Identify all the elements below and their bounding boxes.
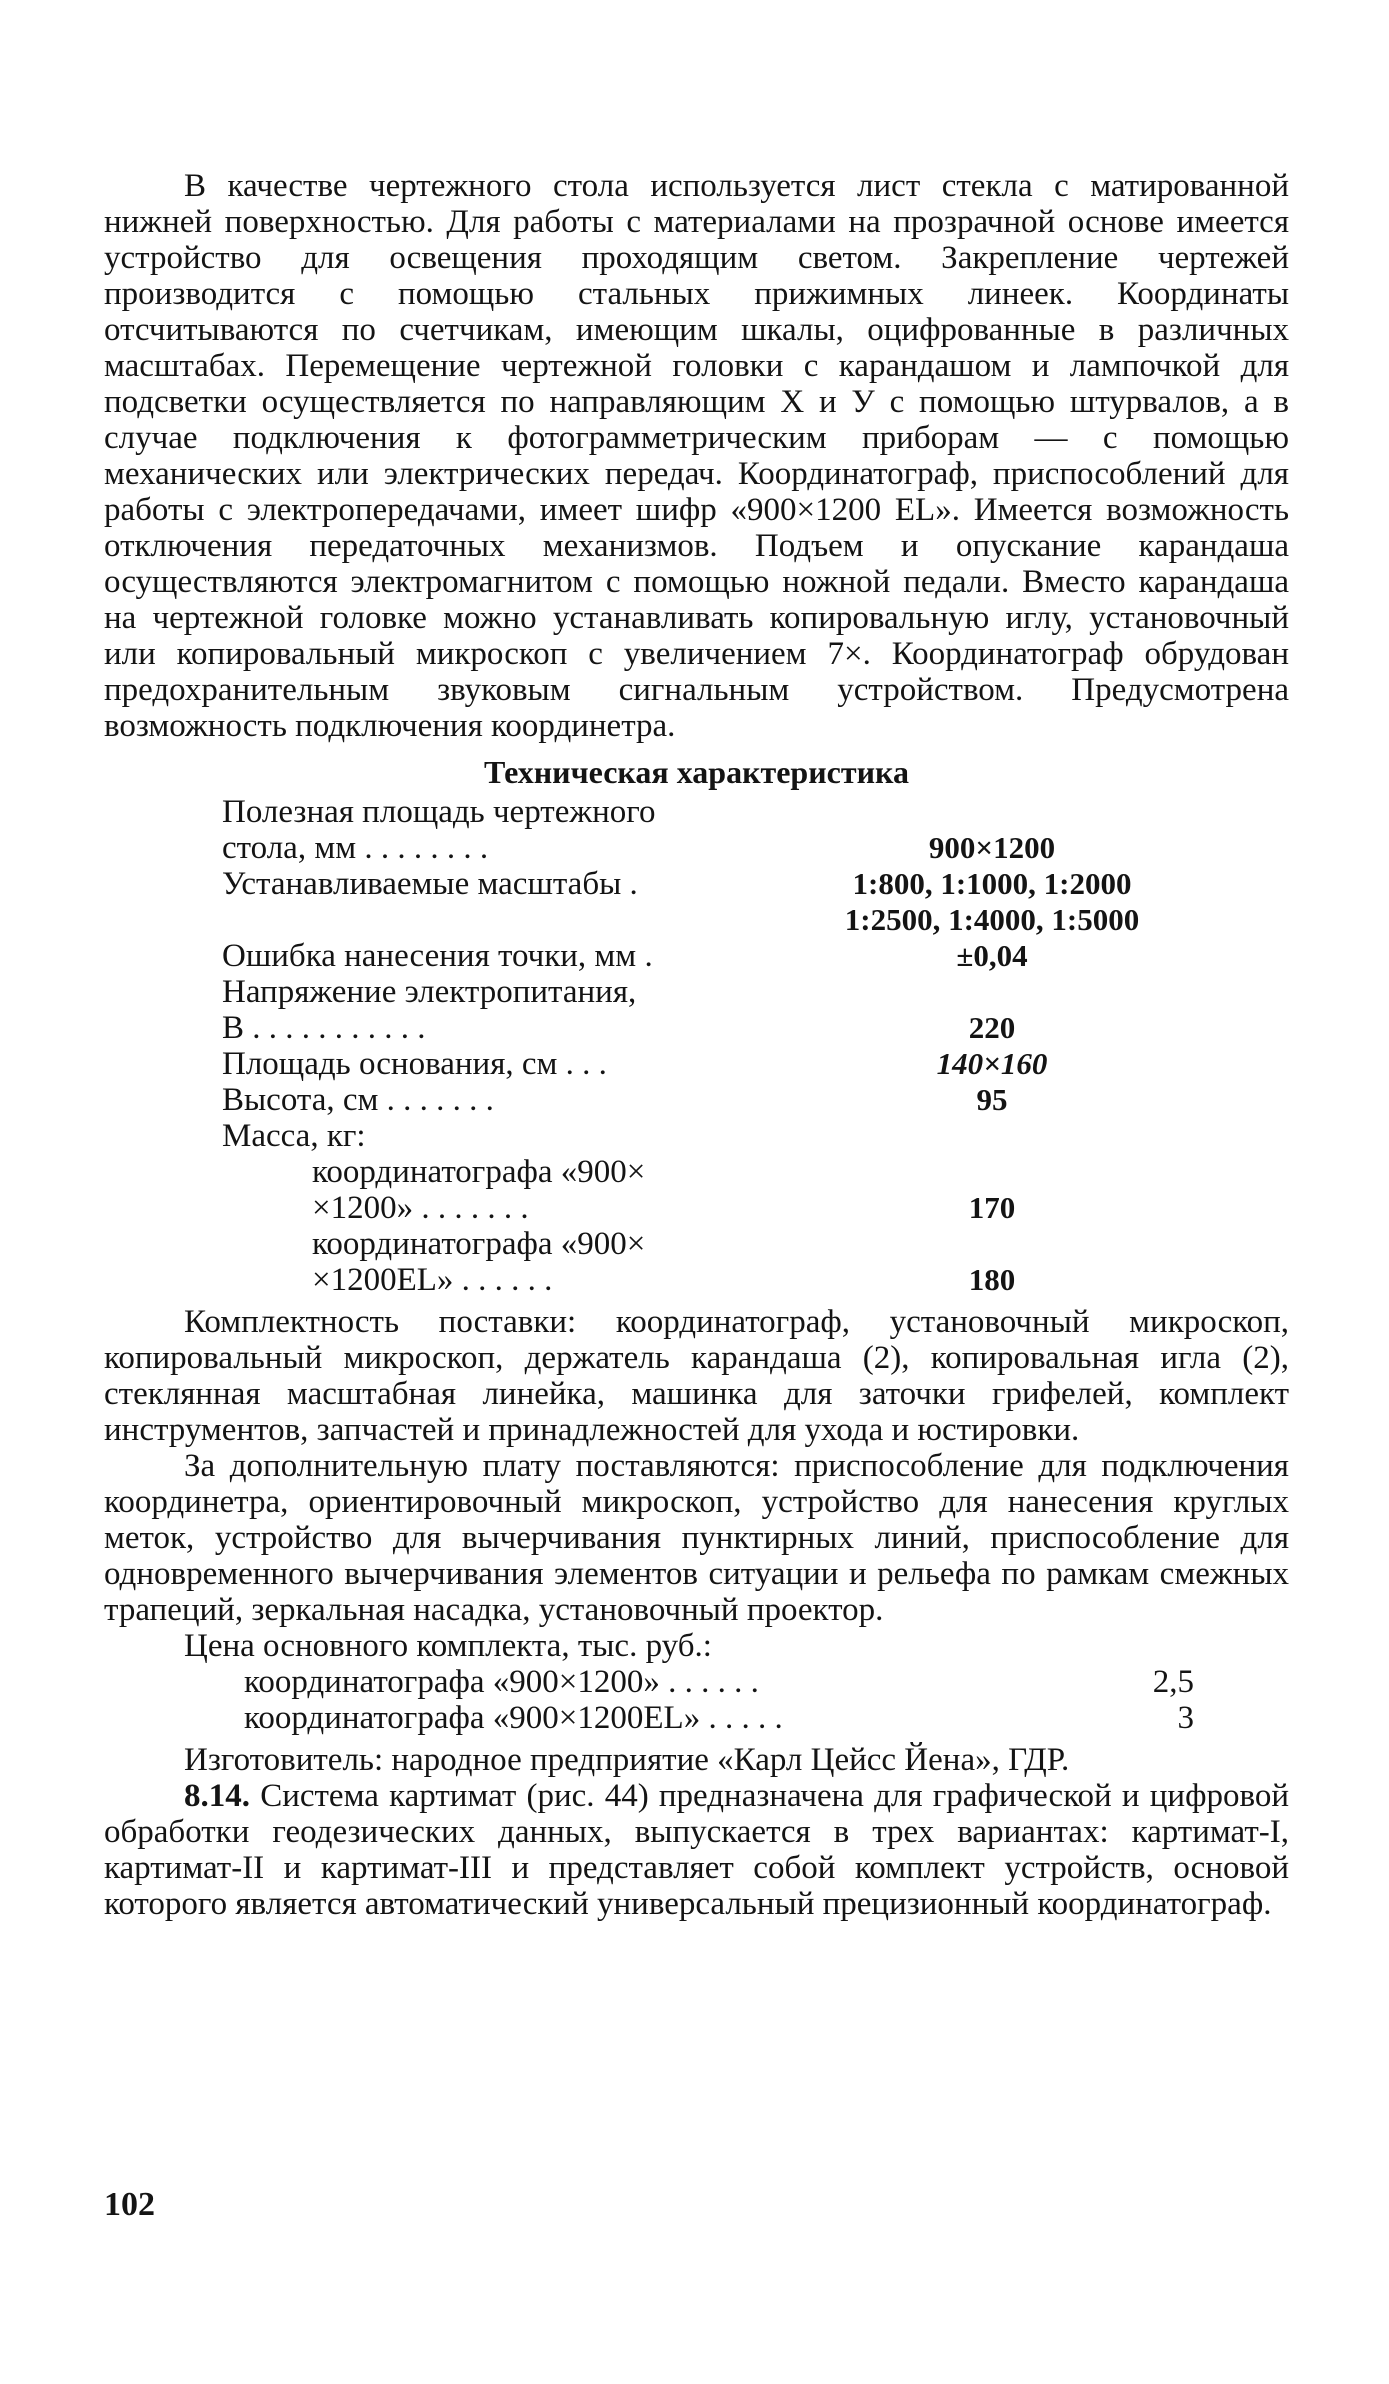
spec-value: 170 <box>968 1190 1016 1225</box>
spec-row-scales-2 <box>222 902 1232 938</box>
spec-row-mass <box>222 1118 1232 1154</box>
price-item-value: 3 <box>1177 1700 1194 1736</box>
price-row <box>184 1664 1204 1700</box>
spec-value: 1:2500, 1:4000, 1:5000 <box>844 902 1140 937</box>
section-number: 8.14. <box>184 1778 250 1814</box>
spec-label: Площадь основания, см . . . <box>222 1046 607 1082</box>
spec-row-base <box>222 1046 1232 1082</box>
spec-row-voltage-1 <box>222 974 1232 1010</box>
spec-row-mass1-1 <box>222 1154 1232 1190</box>
spec-label: стола, мм . . . . . . . . <box>222 830 489 866</box>
spec-value: 140×160 <box>936 1046 1048 1081</box>
specs-table <box>222 794 1232 1298</box>
spec-label: координатографа «900× <box>312 1154 646 1190</box>
section-text: Система картимат (рис. 44) предназначена для графической и цифровой обработки геодезических данных, выпускается в трех вариантах: картимат-I, картимат-II и картимат-III и представляет собой комплект устройств, основой которого является автоматический универсальный прецизионный координатограф. <box>104 1778 1289 1922</box>
spec-row-mass2-2 <box>222 1262 1232 1298</box>
spec-value: 900×1200 <box>928 830 1056 865</box>
spec-row-height <box>222 1082 1232 1118</box>
spec-label: ×1200» . . . . . . . <box>312 1190 529 1226</box>
spec-value: 1:800, 1:1000, 1:2000 <box>852 866 1132 901</box>
spec-value: 180 <box>968 1262 1016 1297</box>
specs-heading: Техническая характеристика <box>484 754 909 790</box>
spec-row-mass2-1 <box>222 1226 1232 1262</box>
spec-label: ×1200EL» . . . . . . <box>312 1262 553 1298</box>
spec-row-voltage-2 <box>222 1010 1232 1046</box>
price-item-label: координатографа «900×1200» . . . . . . <box>244 1664 759 1700</box>
spec-label: В . . . . . . . . . . . <box>222 1010 426 1046</box>
spec-label: Устанавливаемые масштабы . <box>222 866 638 902</box>
spec-label: Напряжение электропитания, <box>222 974 637 1010</box>
page-body <box>104 168 1289 1922</box>
spec-row-error <box>222 938 1232 974</box>
section-paragraph <box>104 1778 1289 1922</box>
manufacturer-line: Изготовитель: народное предприятие «Карл Цейсс Йена», ГДР. <box>184 1742 1070 1778</box>
page-number: 102 <box>104 2186 155 2223</box>
price-item-value: 2,5 <box>1152 1664 1194 1700</box>
spec-label: Масса, кг: <box>222 1118 366 1154</box>
spec-row-area-1 <box>222 794 1232 830</box>
price-label: Цена основного комплекта, тыс. руб.: <box>184 1628 712 1664</box>
price-item-label: координатографа «900×1200EL» . . . . . <box>244 1700 783 1736</box>
spec-value: 95 <box>976 1082 1008 1117</box>
spec-label: Полезная площадь чертежного <box>222 794 656 830</box>
price-block <box>184 1628 1204 1736</box>
spec-value: 220 <box>968 1010 1016 1045</box>
spec-row-mass1-2 <box>222 1190 1232 1226</box>
spec-row-scales <box>222 866 1232 902</box>
spec-value: ±0,04 <box>956 938 1028 973</box>
completeness-paragraph: Комплектность поставки: координатограф, установочный микроскоп, копировальный микроскоп, держатель карандаша (2), копировальная игла (2), стеклянная масштабная линейка, машинка для заточки грифелей, комплект инструментов, запчастей и принадлежностей для ухода и юстировки. <box>104 1304 1289 1448</box>
spec-row-area-2 <box>222 830 1232 866</box>
spec-label: Высота, см . . . . . . . <box>222 1082 494 1118</box>
price-row <box>184 1700 1204 1736</box>
extra-paragraph: За дополнительную плату поставляются: приспособление для подключения координетра, ориентировочный микроскоп, устройство для нанесения круглых меток, устройство для вычерчивания пунктирных линий, приспособление для одновременного вычерчивания элементов ситуации и рельефа по рамкам смежных трапеций, зеркальная насадка, установочный проектор. <box>104 1448 1289 1628</box>
spec-label: координатографа «900× <box>312 1226 646 1262</box>
spec-label: Ошибка нанесения точки, мм . <box>222 938 653 974</box>
intro-paragraph: В качестве чертежного стола используется лист стекла с матированной нижней поверхностью. Для работы с материалами на прозрачной основе имеется устройство для освещения проходящим светом. Закрепление чертежей производится с помощью стальных прижимных линеек. Координаты отсчитываются по счетчикам, имеющим шкалы, оцифрованные в различных масштабах. Перемещение чертежной головки с карандашом и лампочкой для подсветки осуществляется по направляющим X и У с помощью штурвалов, а в случае подключения к фотограмметрическим приборам — с помощью механических или электрических передач. Координатограф, приспособлений для работы с электропередачами, имеет шифр «900×1200 EL». Имеется возможность отключения передаточных механизмов. Подъем и опускание карандаша осуществляются электромагнитом с помощью ножной педали. Вместо карандаша на чертежной головке можно устанавливать копировальную иглу, установочный или копировальный микроскоп с увеличением 7×. Координатограф обрудован предохранительным звуковым сигнальным устройством. Предусмотрена возможность подключения координетра. <box>104 168 1289 744</box>
